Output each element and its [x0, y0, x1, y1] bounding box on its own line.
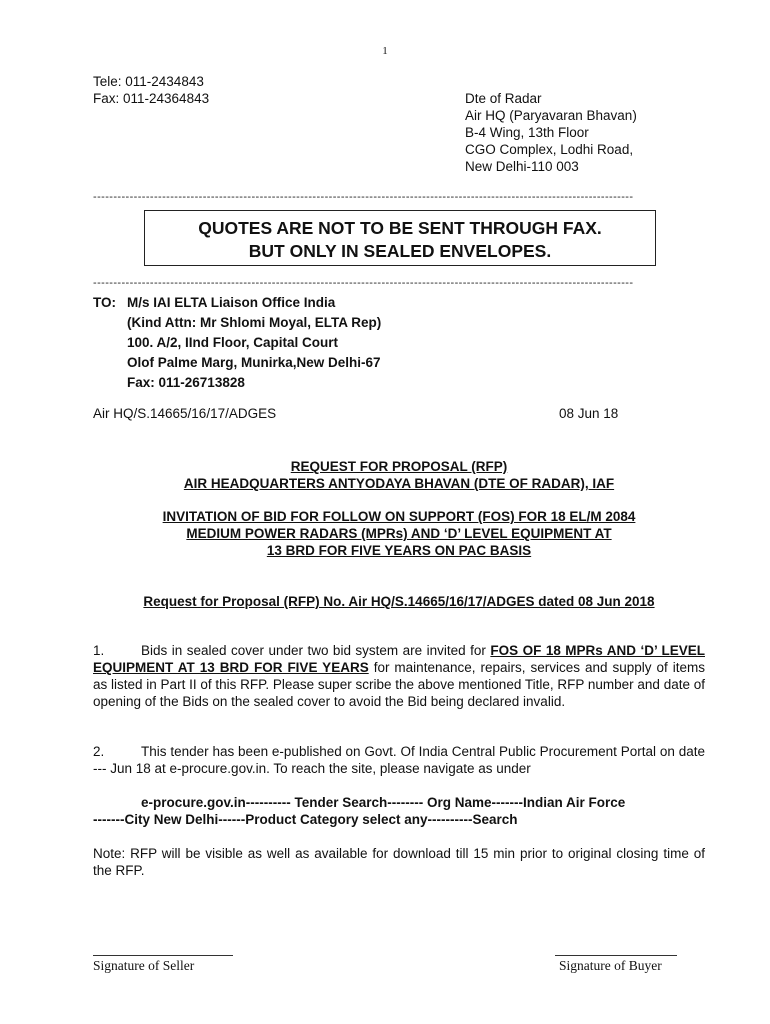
letter-date: 08 Jun 18: [559, 406, 619, 421]
telephone-number: Tele: 011-2434843: [93, 74, 204, 89]
sender-address: [465, 90, 637, 175]
paragraph-text: This tender has been e-published on Govt. Of India Central Public Procurement Portal on date --- Jun 18 at e-procure.gov.in. To reach the site, please navigate as under: [93, 744, 705, 776]
paragraph-text: Bids in sealed cover under two bid system are invited for: [141, 643, 491, 658]
address-line: New Delhi-110 003: [465, 159, 579, 174]
rfp-number-line: Request for Proposal (RFP) No. Air HQ/S.14665/16/17/ADGES dated 08 Jun 2018: [143, 594, 655, 609]
notice-line-2: BUT ONLY IN SEALED ENVELOPES.: [248, 241, 552, 261]
recipient-fax: Fax: 011-26713828: [127, 375, 245, 390]
recipient-line: (Kind Attn: Mr Shlomi Moyal, ELTA Rep): [127, 315, 382, 330]
paragraph-1: [93, 642, 705, 710]
navigation-path-line: -------City New Delhi------Product Category select any----------Search: [93, 812, 518, 827]
recipient-line: M/s IAI ELTA Liaison Office India: [127, 295, 336, 310]
heading-line: AIR HEADQUARTERS ANTYODAYA BHAVAN (DTE OF RADAR), IAF: [183, 476, 615, 491]
paragraph-emphasis: FOS OF 18 MPRs AND ‘D’ LEVEL EQUIPMENT AT 13 BRD FOR FIVE YEARS: [93, 643, 705, 675]
page-number: 1: [382, 45, 388, 57]
buyer-signature-line: [555, 955, 677, 956]
recipient-line: 100. A/2, IInd Floor, Capital Court: [127, 335, 339, 350]
heading-line: 13 BRD FOR FIVE YEARS ON PAC BASIS: [266, 543, 532, 558]
contact-block: [93, 73, 209, 107]
address-line: Dte of Radar: [465, 91, 542, 106]
address-line: CGO Complex, Lodhi Road,: [465, 142, 634, 157]
recipient-block: [93, 293, 381, 393]
seller-signature-label: Signature of Seller: [93, 958, 195, 973]
seller-signature-line: [93, 955, 233, 956]
navigation-path: [93, 794, 705, 828]
heading-line: MEDIUM POWER RADARS (MPRs) AND ‘D’ LEVEL EQUIPMENT AT: [186, 526, 612, 541]
address-line: B-4 Wing, 13th Floor: [465, 125, 589, 140]
heading-line: REQUEST FOR PROPOSAL (RFP): [290, 459, 508, 474]
paragraph-text: for maintenance, repairs, services and supply of items as listed in Part II of this RFP. Please super scribe the above mentioned Title, RFP number and date of opening of the Bids on the sealed cover to avoid the Bid being declared invalid.: [93, 660, 705, 709]
buyer-signature-label: Signature of Buyer: [559, 958, 662, 973]
recipient-line: Olof Palme Marg, Munirka,New Delhi-67: [127, 355, 381, 370]
paragraph-2: [93, 743, 705, 777]
paragraph-number: 2.: [93, 744, 105, 759]
to-label: TO:: [93, 295, 116, 310]
visibility-note: Note: RFP will be visible as well as available for download till 15 min prior to original closing time of the RFP.: [93, 846, 705, 878]
bid-invitation-heading: [93, 508, 705, 559]
paragraph-number: 1.: [93, 643, 105, 658]
address-line: Air HQ (Paryavaran Bhavan): [465, 108, 637, 123]
reference-number: Air HQ/S.14665/16/17/ADGES: [93, 406, 277, 421]
navigation-path-line: e-procure.gov.in---------- Tender Search-------- Org Name-------Indian Air Force: [141, 795, 626, 810]
heading-line: INVITATION OF BID FOR FOLLOW ON SUPPORT (FOS) FOR 18 EL/M 2084: [162, 509, 636, 524]
rfp-heading: [93, 458, 705, 492]
dashed-separator-top: -------------------------------------------------------------------------------------------------------------------------------------: [93, 191, 634, 203]
notice-line-1: QUOTES ARE NOT TO BE SENT THROUGH FAX.: [198, 218, 602, 238]
fax-notice-box: [144, 210, 656, 266]
fax-number: Fax: 011-24364843: [93, 91, 210, 106]
dashed-separator-bottom: -------------------------------------------------------------------------------------------------------------------------------------: [93, 277, 634, 289]
